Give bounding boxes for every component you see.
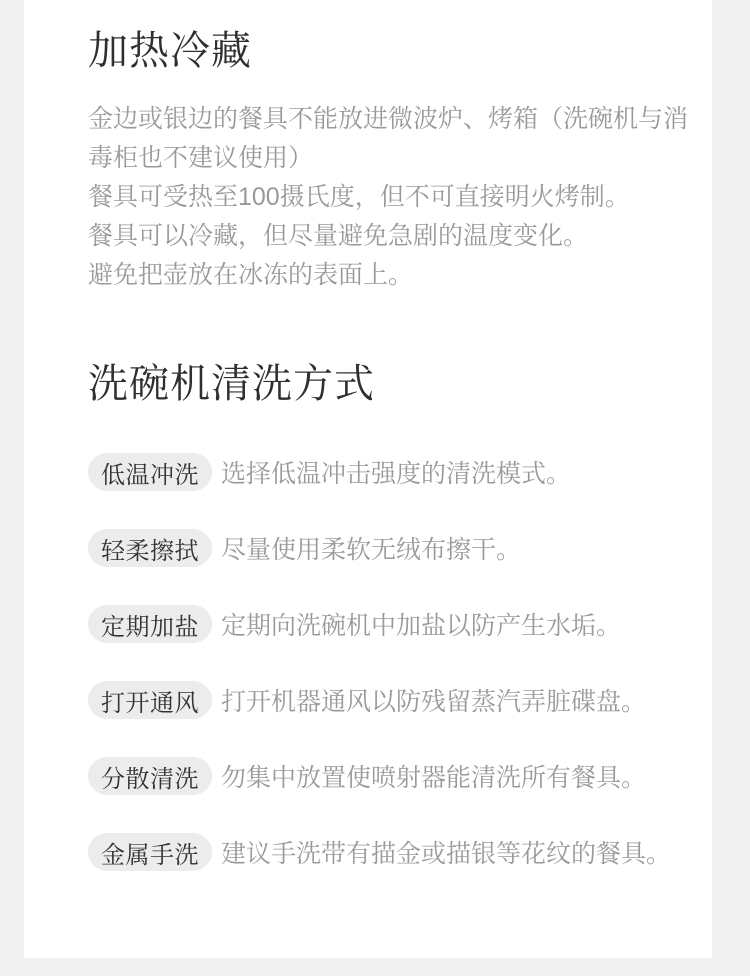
tip-tag-badge: 金属手洗 [88,833,212,871]
care-tip-row [88,757,660,795]
tip-tag-badge: 打开通风 [88,681,212,719]
care-instruction-line: 避免把壶放在冰冻的表面上。 [88,261,414,289]
section-title-heating: 加热冷藏 [88,29,252,73]
heating-care-paragraph [88,100,689,295]
tip-description: 建议手洗带有描金或描银等花纹的餐具。 [221,840,672,868]
tip-description: 选择低温冲击强度的清洗模式。 [221,460,572,488]
care-tip-row [88,529,660,567]
care-tip-row [88,833,672,871]
care-instruction-line: 餐具可受热至100摄氏度，但不可直接明火烤制。 [88,183,630,211]
tip-tag-badge: 分散清洗 [88,757,212,795]
tip-tag-badge: 轻柔擦拭 [88,529,212,567]
content-card [24,0,712,958]
care-tip-row [88,681,660,719]
section-title-dishwasher: 洗碗机清洗方式 [88,362,375,406]
tip-description: 勿集中放置使喷射器能清洗所有餐具。 [221,764,647,792]
care-tip-row [88,453,660,491]
dishwasher-tips-list [88,453,672,871]
tip-description: 打开机器通风以防残留蒸汽弄脏碟盘。 [221,688,647,716]
tip-tag-badge: 定期加盐 [88,605,212,643]
care-instruction-line: 餐具可以冷藏，但尽量避免急剧的温度变化。 [88,222,589,250]
care-instruction-line: 毒柜也不建议使用） [88,144,314,172]
tip-tag-badge: 低温冲洗 [88,453,212,491]
care-instruction-line: 金边或银边的餐具不能放进微波炉、烤箱（洗碗机与消 [88,105,689,133]
tip-description: 定期向洗碗机中加盐以防产生水垢。 [221,612,622,640]
tip-description: 尽量使用柔软无绒布擦干。 [221,536,522,564]
care-tip-row [88,605,660,643]
